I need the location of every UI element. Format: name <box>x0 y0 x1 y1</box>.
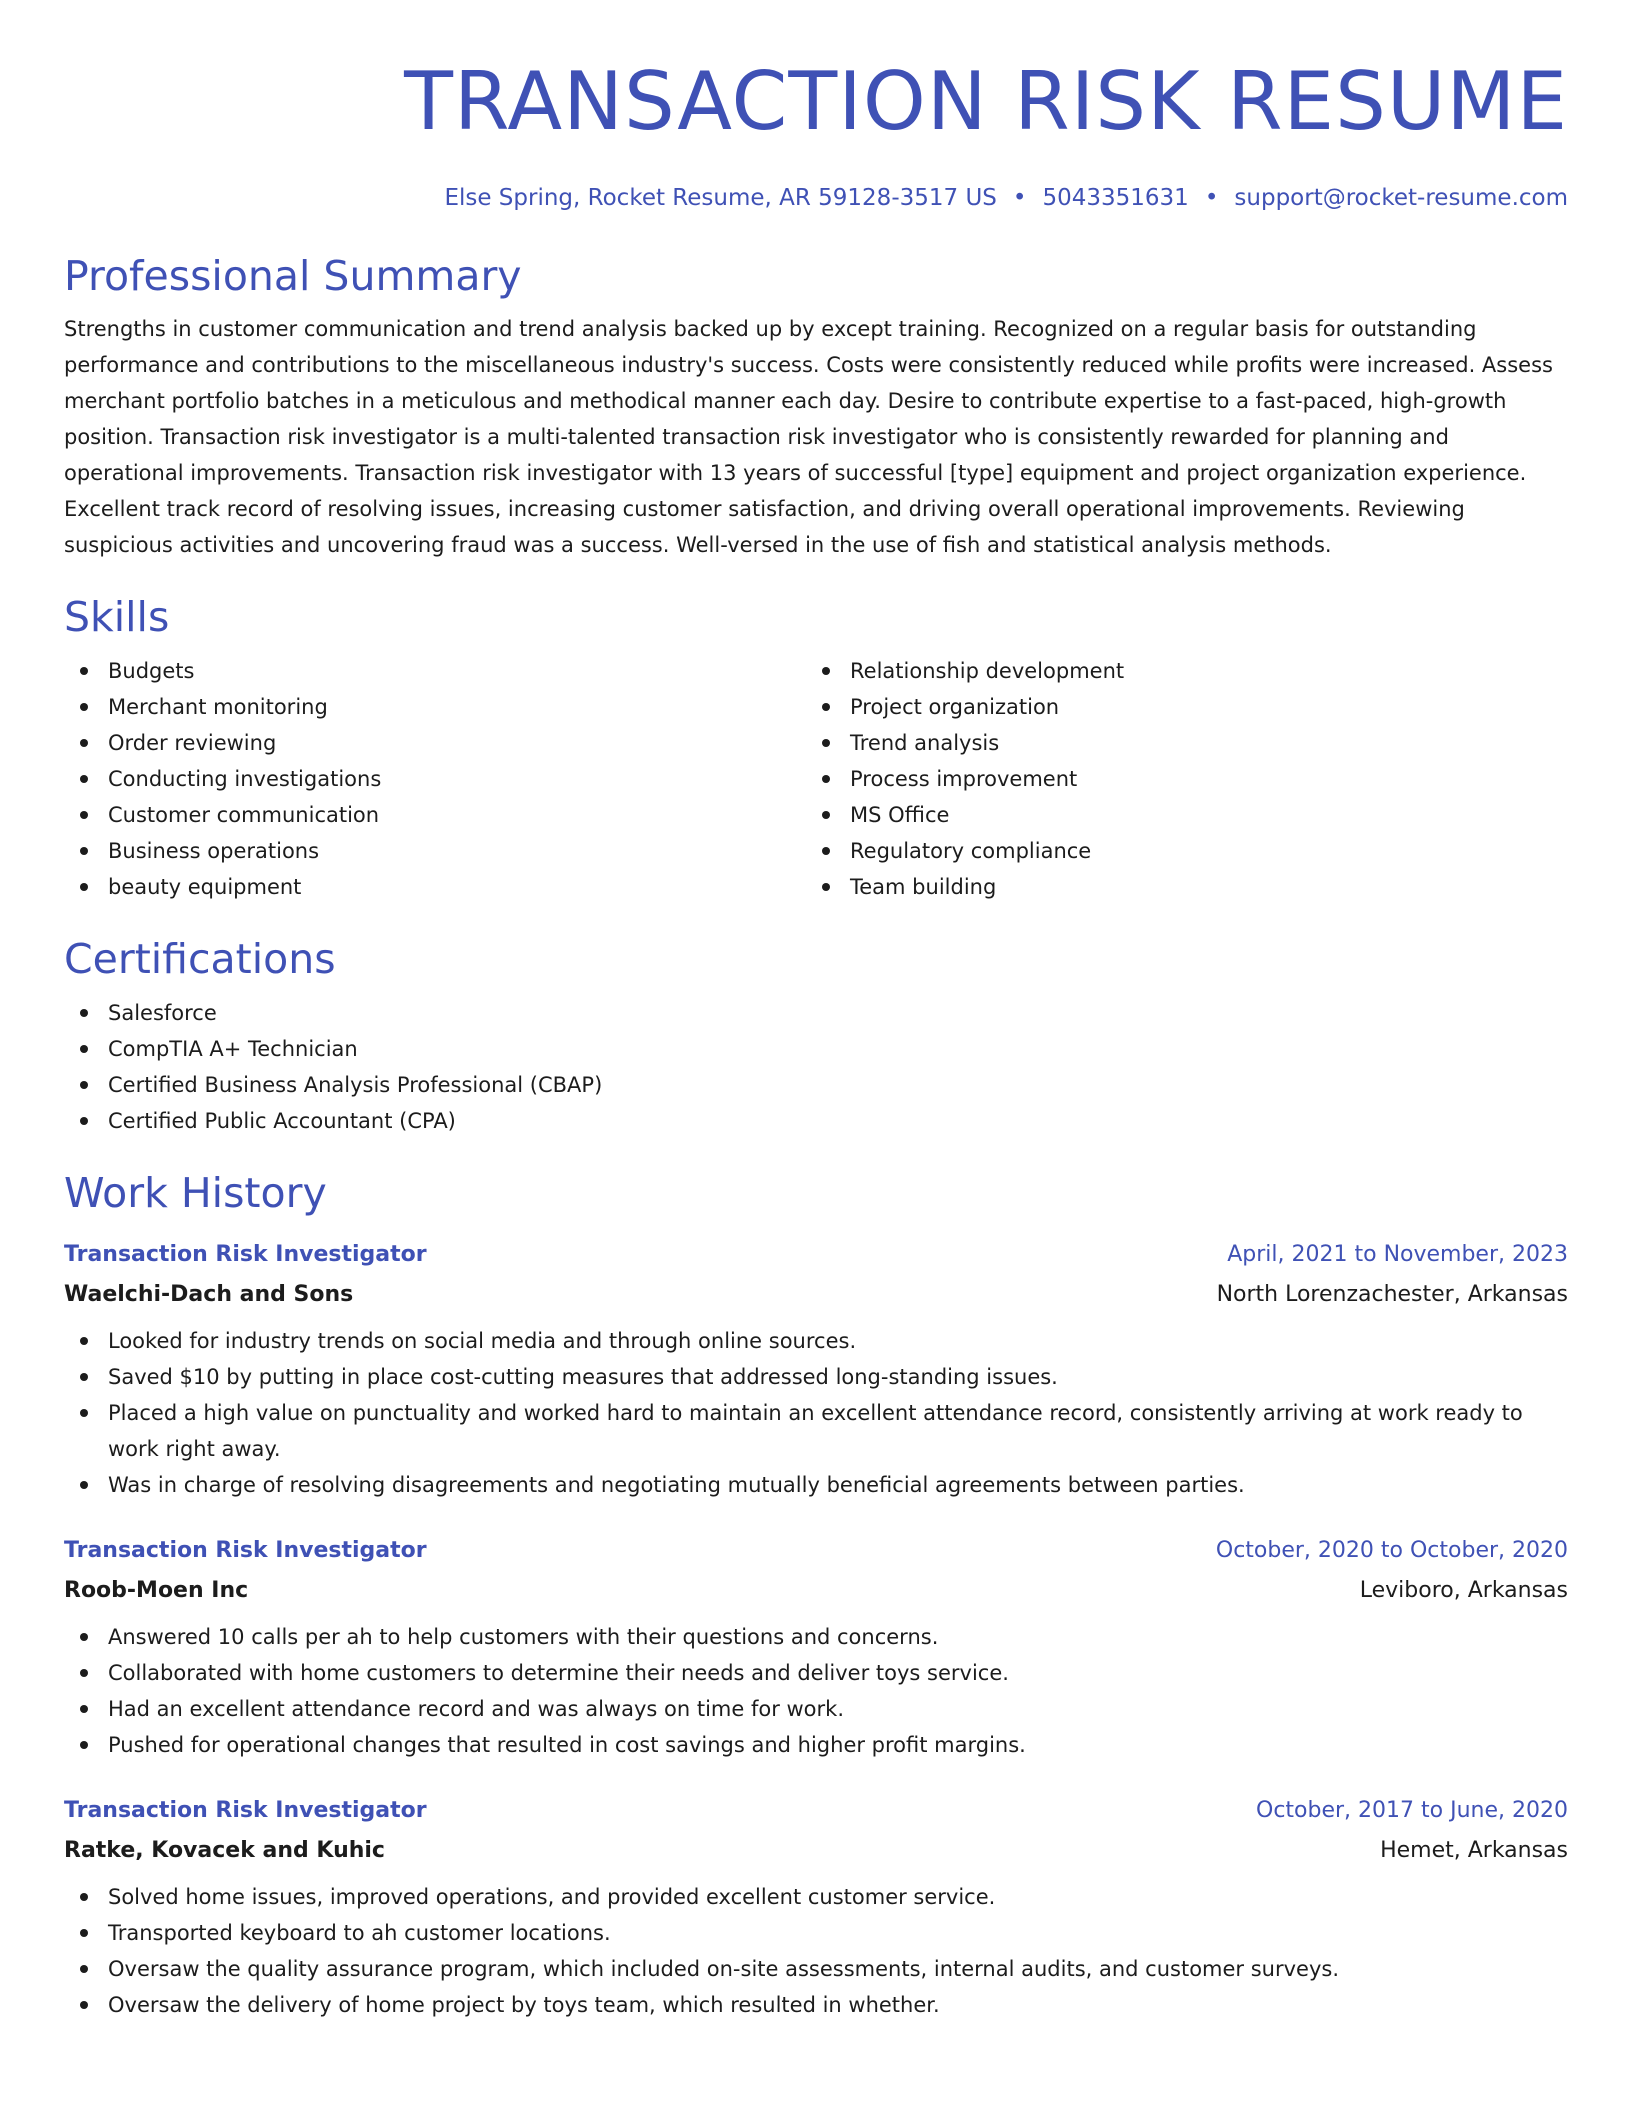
contact-email: support@rocket-resume.com <box>1234 185 1568 211</box>
job-bullet: Had an excellent attendance record and was always on time for work. <box>64 1691 1568 1727</box>
job-bullet: Placed a high value on punctuality and worked hard to maintain an excellent attendance record, consistently arriving at work ready to work right away. <box>64 1395 1568 1467</box>
job-location: Leviboro, Arkansas <box>1359 1578 1568 1603</box>
skill-item: Process improvement <box>806 761 1548 797</box>
resume-page <box>64 52 1568 2023</box>
job-bullet: Transported keyboard to ah customer locations. <box>64 1915 1568 1951</box>
job-header <box>64 1535 1568 1567</box>
job-employer-row <box>64 1575 1568 1607</box>
skill-item: beauty equipment <box>64 869 806 905</box>
skill-item: Project organization <box>806 689 1548 725</box>
skill-item: Conducting investigations <box>64 761 806 797</box>
job-employer: Roob-Moen Inc <box>64 1578 249 1603</box>
contact-separator: • <box>1204 185 1219 211</box>
job-title: Transaction Risk Investigator <box>64 1538 427 1563</box>
job-employer-row <box>64 1835 1568 1867</box>
job-header <box>64 1239 1568 1271</box>
job-bullet: Collaborated with home customers to determine their needs and deliver toys service. <box>64 1655 1568 1691</box>
job-location: North Lorenzachester, Arkansas <box>1216 1282 1568 1307</box>
certification-item: CompTIA A+ Technician <box>64 1031 1568 1067</box>
contact-separator: • <box>1012 185 1027 211</box>
certification-item: Certified Business Analysis Professional (CBAP) <box>64 1067 1568 1103</box>
job-location: Hemet, Arkansas <box>1380 1838 1568 1863</box>
job-employer: Ratke, Kovacek and Kuhic <box>64 1838 385 1863</box>
skill-item: Order reviewing <box>64 725 806 761</box>
skill-item: Regulatory compliance <box>806 833 1548 869</box>
summary-text: Strengths in customer communication and trend analysis backed up by except training. Recognized on a regular basis for outstanding performance and contributions to the miscellaneous industry's success. Costs were consistently reduced while profits were increased. Assess merchant portfolio batches in a meticulous and methodical manner each day. Desire to contribute expertise to a fast-paced, high-growth position. Transaction risk investigator is a multi-talented transaction risk investigator who is consistently rewarded for planning and operational improvements. Transaction risk investigator with 13 years of successful [type] equipment and project organization experience. Excellent track record of resolving issues, increasing customer satisfaction, and driving overall operational improvements. Reviewing suspicious activities and uncovering fraud was a success. Well-versed in the use of fish and statistical analysis methods. <box>64 317 1553 557</box>
job-header <box>64 1795 1568 1827</box>
skill-item: Customer communication <box>64 797 806 833</box>
contact-phone: 5043351631 <box>1042 185 1189 211</box>
job-title: Transaction Risk Investigator <box>64 1798 427 1823</box>
job-entry <box>64 1535 1568 1763</box>
job-bullet: Oversaw the delivery of home project by toys team, which resulted in whether. <box>64 1987 1568 2023</box>
job-dates: October, 2020 to October, 2020 <box>1215 1538 1568 1563</box>
skills-grid <box>64 653 1568 905</box>
job-bullet: Saved $10 by putting in place cost-cutting measures that addressed long-standing issues. <box>64 1359 1568 1395</box>
job-dates: October, 2017 to June, 2020 <box>1256 1798 1568 1823</box>
skill-item: Merchant monitoring <box>64 689 806 725</box>
job-bullet-list <box>64 1619 1568 1763</box>
contact-line <box>64 182 1568 214</box>
job-entry <box>64 1795 1568 2023</box>
job-bullet: Answered 10 calls per ah to help customers with their questions and concerns. <box>64 1619 1568 1655</box>
contact-address: Else Spring, Rocket Resume, AR 59128-3517 US <box>444 185 997 211</box>
skills-list-left <box>64 653 806 905</box>
job-dates: April, 2021 to November, 2023 <box>1227 1242 1568 1267</box>
job-employer: Waelchi-Dach and Sons <box>64 1282 354 1307</box>
summary-heading: Professional Summary <box>64 252 522 300</box>
skill-item: Budgets <box>64 653 806 689</box>
job-bullet: Solved home issues, improved operations, and provided excellent customer service. <box>64 1879 1568 1915</box>
work-history-heading: Work History <box>64 1169 327 1217</box>
certifications-heading: Certifications <box>64 935 336 983</box>
job-bullet-list <box>64 1879 1568 2023</box>
job-bullet: Pushed for operational changes that resulted in cost savings and higher profit margins. <box>64 1727 1568 1763</box>
job-bullet-list <box>64 1323 1568 1503</box>
job-bullet: Was in charge of resolving disagreements and negotiating mutually beneficial agreements between parties. <box>64 1467 1568 1503</box>
skill-item: MS Office <box>806 797 1548 833</box>
skills-heading: Skills <box>64 593 170 641</box>
job-entry <box>64 1239 1568 1503</box>
certification-item: Salesforce <box>64 995 1568 1031</box>
resume-name: TRANSACTION RISK RESUME <box>404 55 1568 148</box>
job-bullet: Looked for industry trends on social media and through online sources. <box>64 1323 1568 1359</box>
skills-list-right <box>806 653 1548 905</box>
skill-item: Business operations <box>64 833 806 869</box>
skill-item: Team building <box>806 869 1548 905</box>
job-employer-row <box>64 1279 1568 1311</box>
job-bullet: Oversaw the quality assurance program, which included on-site assessments, internal audits, and customer surveys. <box>64 1951 1568 1987</box>
certifications-list <box>64 995 1568 1139</box>
skill-item: Trend analysis <box>806 725 1548 761</box>
certification-item: Certified Public Accountant (CPA) <box>64 1103 1568 1139</box>
skill-item: Relationship development <box>806 653 1548 689</box>
job-title: Transaction Risk Investigator <box>64 1242 427 1267</box>
